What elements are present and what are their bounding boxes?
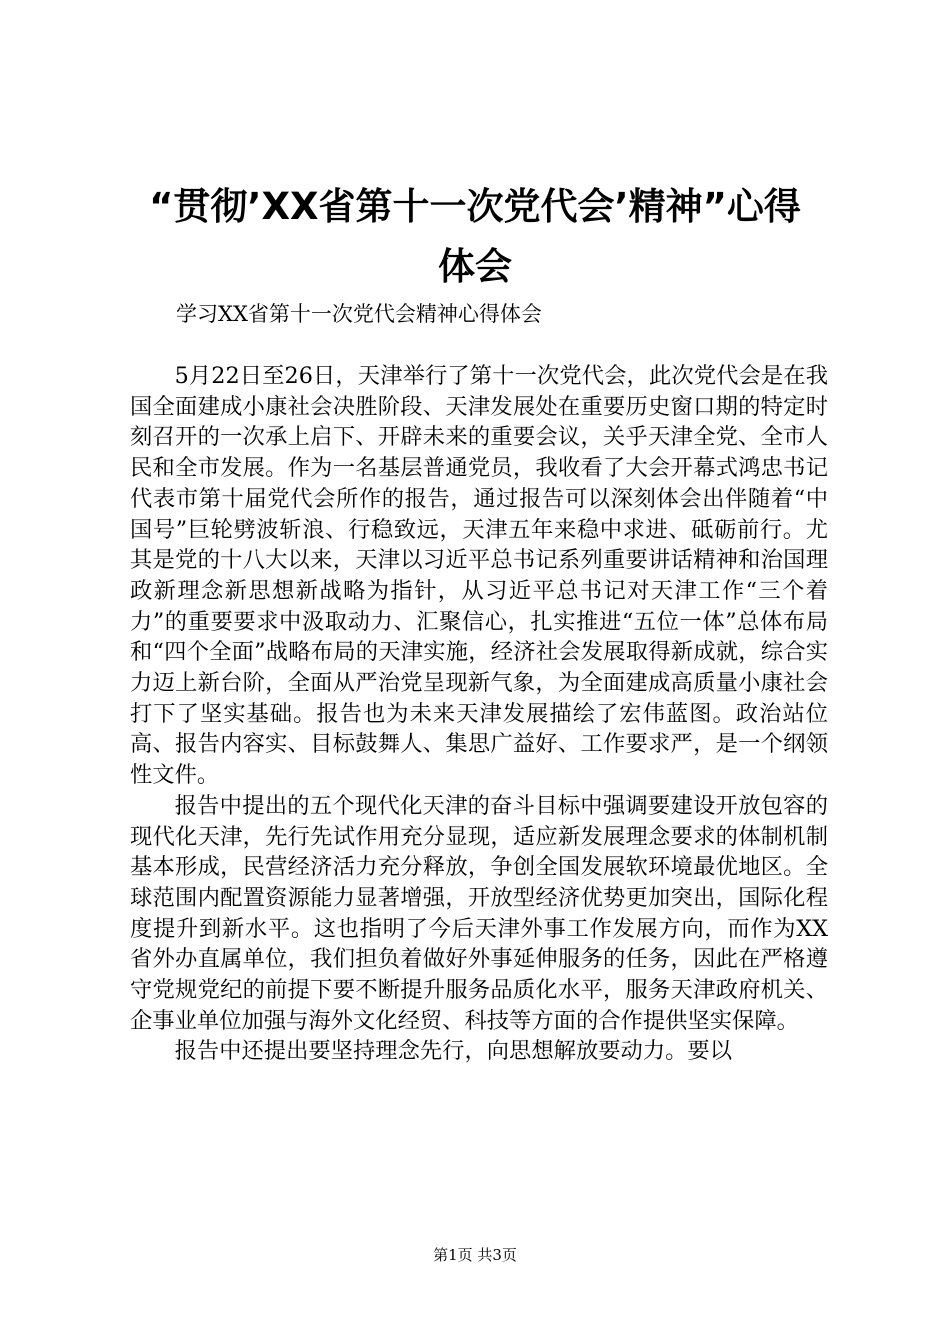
document-title-line-2: 体会 [438,245,512,288]
page-footer: 第1页 共3页 [433,1246,517,1264]
body-paragraph-3: 报告中还提出要坚持理念先行，向思想解放要动力。要以 [174,1038,733,1065]
document-subtitle: 学习XX省第十一次党代会精神心得体会 [176,302,542,326]
body-paragraph-2: 报告中提出的五个现代化天津的奋斗目标中强调要建设开放包容的现代化天津，先行先试作用充分显现，适应新发展理念要求的体制机制基本形成，民营经济活力充分释放，争创全国发展软环境最优地区。全球范围内配置资源能力显著增强，开放型经济优势更加突出，国际化程度提升到新水平。这也指明了今后天津外事工作发展方向，而作为XX省外办直属单位，我们担负着做好外事延伸服务的任务，因此在严格遵守党规党纪的前提下要不断提升服务品质化水平，服务天津政府机关、企事业单位加强与海外文化经贸、科技等方面的合作提供坚实保障。 [130,792,828,1034]
document-title-line-1: “贯彻’XX省第十一次党代会’精神”心得 [149,185,801,228]
document-body [130,361,828,1067]
body-paragraph-1: 5月22日至26日，天津举行了第十一次党代会，此次党代会是在我国全面建成小康社会决胜阶段、天津发展处在重要历史窗口期的特定时刻召开的一次承上启下、开辟未来的重要会议，关乎天津全党、全市人民和全市发展。作为一名基层普通党员，我收看了大会开幕式鸿忠书记代表市第十届党代会所作的报告，通过报告可以深刻体会出伴随着“中国号”巨轮劈波斩浪、行稳致远，天津五年来稳中求进、砥砺前行。尤其是党的十八大以来，天津以习近平总书记系列重要讲话精神和治国理政新理念新思想新战略为指针，从习近平总书记对天津工作“三个着力”的重要要求中汲取动力、汇聚信心，扎实推进“五位一体”总体布局和“四个全面”战略布局的天津实施，经济社会发展取得新成就，综合实力迈上新台阶，全面从严治党呈现新气象，为全面建成高质量小康社会打下了坚实基础。报告也为未来天津发展描绘了宏伟蓝图。政治站位高、报告内容实、目标鼓舞人、集思广益好、工作要求严，是一个纲领性文件。 [130,363,828,789]
